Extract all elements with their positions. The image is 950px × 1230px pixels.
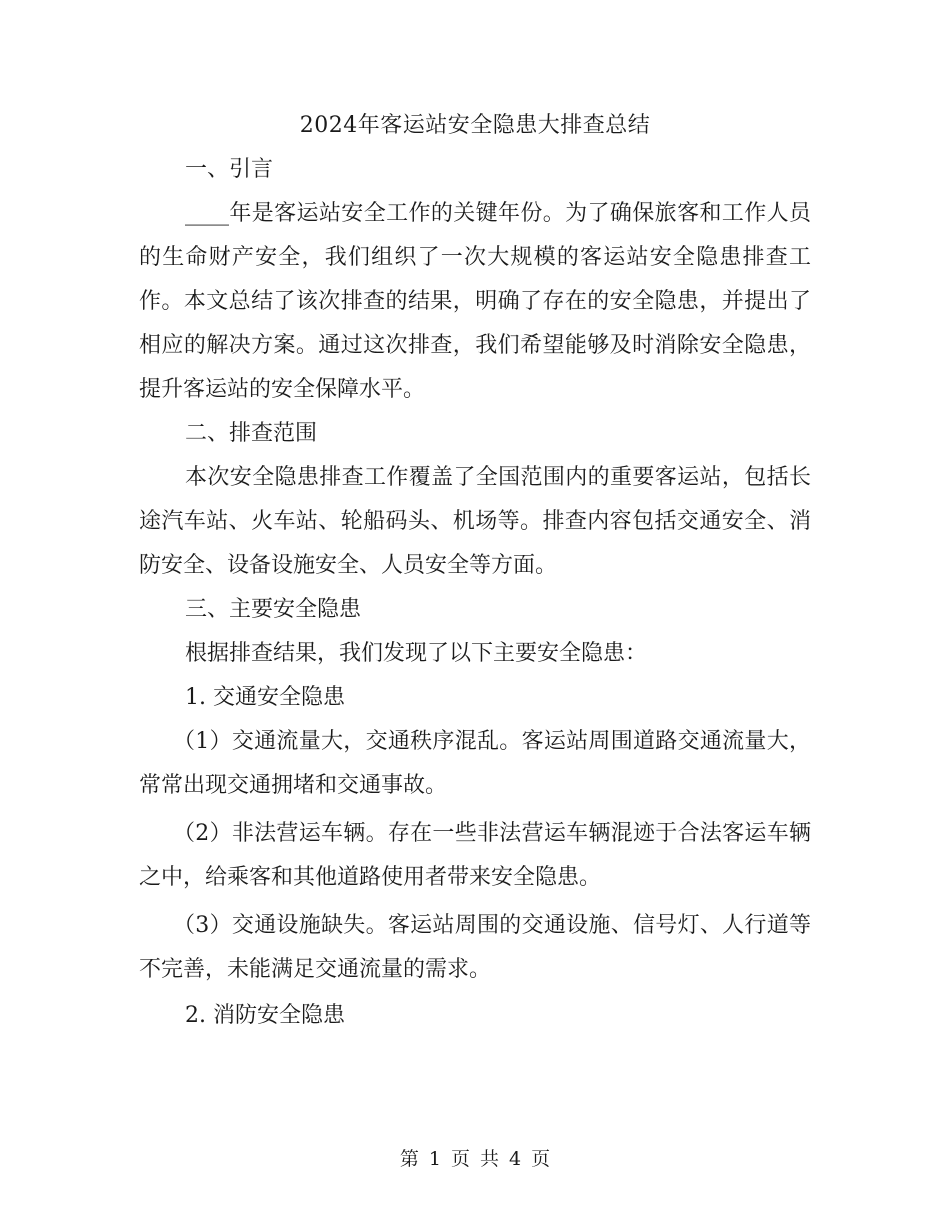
subsection-heading-traffic: 1. 交通安全隐患 — [185, 685, 345, 710]
paragraph-introduction: ____年是客运站安全工作的关键年份。为了确保旅客和工作人员的生命财产安全，我们组织了一次大规模的客运站安全隐患排查工作。本文总结了该次排查的结果，明确了存在的安全隐患，并提出了相应的解决方案。通过这次排查，我们希望能够及时消除安全隐患，提升客运站的安全保障水平。 — [139, 201, 811, 402]
paragraph-scope: 本次安全隐患排查工作覆盖了全国范围内的重要客运站，包括长途汽车站、火车站、轮船码头、机场等。排查内容包括交通安全、消防安全、设备设施安全、人员安全等方面。 — [139, 465, 811, 578]
list-item-traffic-1: （1）交通流量大，交通秩序混乱。客运站周围道路交通流量大，常常出现交通拥堵和交通事故。 — [139, 729, 811, 798]
section-heading-hazards: 三、主要安全隐患 — [185, 597, 362, 622]
page-number-footer: 第 1 页 共 4 页 — [399, 1148, 551, 1170]
document-title: 2024年客运站安全隐患大排查总结 — [299, 113, 651, 138]
document-body — [139, 148, 811, 1038]
paragraph-hazards-intro: 根据排查结果，我们发现了以下主要安全隐患： — [185, 641, 648, 666]
section-heading-introduction: 一、引言 — [185, 157, 274, 182]
list-item-traffic-2: （2）非法营运车辆。存在一些非法营运车辆混迹于合法客运车辆之中，给乘客和其他道路使用者带来安全隐患。 — [139, 821, 811, 890]
list-item-traffic-3: （3）交通设施缺失。客运站周围的交通设施、信号灯、人行道等不完善，未能满足交通流量的需求。 — [139, 913, 811, 982]
section-heading-scope: 二、排查范围 — [185, 421, 318, 446]
subsection-heading-fire: 2. 消防安全隐患 — [185, 1003, 345, 1028]
